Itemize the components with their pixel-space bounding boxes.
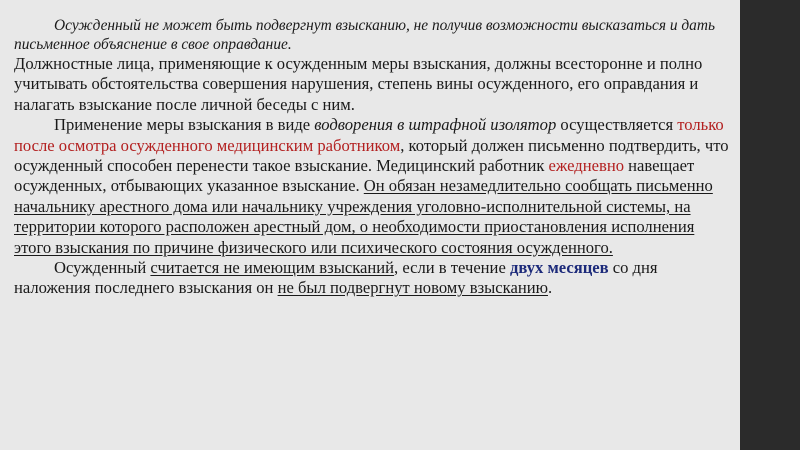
penalty-isolator-text-4: навещает осужденных, отбывающих указанное взыскание.	[14, 156, 695, 196]
penalty-isolator-italic-term: водворения в штрафной изолятор	[314, 115, 557, 135]
penalty-isolator-text-2: осуществляется	[556, 115, 678, 135]
no-penalties-text-2: , если в течение	[394, 258, 510, 278]
no-penalties-bold-period: двух месяцев	[509, 258, 609, 278]
penalty-isolator-text-3: , который должен письменно подтвердить, что осужденный способен перенести такое взыскание. Медицинский работник	[14, 135, 729, 176]
no-penalties-text-4: .	[547, 278, 553, 298]
slide-content	[14, 16, 734, 299]
no-penalties-underlined-condition: не был подвергнут новому взысканию	[277, 278, 548, 298]
penalty-isolator-underlined-obligation: Он обязан незамедлительно сообщать письменно начальнику арестного дома или начальнику учреждения уголовно-исполнительной системы, на территории которого расположен арестный дом, о необходимости приостановления исполнения этого взыскания по причине физического или психического состояния осужденного.	[14, 176, 713, 257]
penalty-isolator-text-1: Применение меры взыскания в виде	[54, 115, 315, 135]
paragraph-right-to-explain	[14, 16, 734, 54]
penalty-isolator-red-medical-check: только после осмотра осужденного медицинским работником	[14, 115, 724, 155]
no-penalties-text-3: со дня наложения последнего взыскания он	[14, 258, 658, 298]
paragraph-officials-duty-text: Должностные лица, применяющие к осужденным меры взыскания, должны всесторонне и полно учитывать обстоятельства совершения нарушения, степень вины осужденного, его оправдания и налагать взыскание после личной беседы с ним.	[14, 54, 703, 114]
paragraph-no-penalties	[14, 258, 734, 299]
paragraph-officials-duty	[14, 54, 734, 115]
penalty-isolator-red-daily: ежедневно	[548, 156, 625, 176]
paragraph-right-to-explain-text: Осужденный не может быть подвергнут взысканию, не получив возможности высказаться и дать письменное объяснение в свое оправдание.	[14, 17, 715, 53]
no-penalties-underlined-status: считается не имеющим взысканий	[150, 258, 395, 278]
no-penalties-text-1: Осужденный	[54, 258, 151, 278]
paragraph-penalty-isolator	[14, 115, 734, 258]
dark-sidebar-stripe	[740, 0, 800, 450]
